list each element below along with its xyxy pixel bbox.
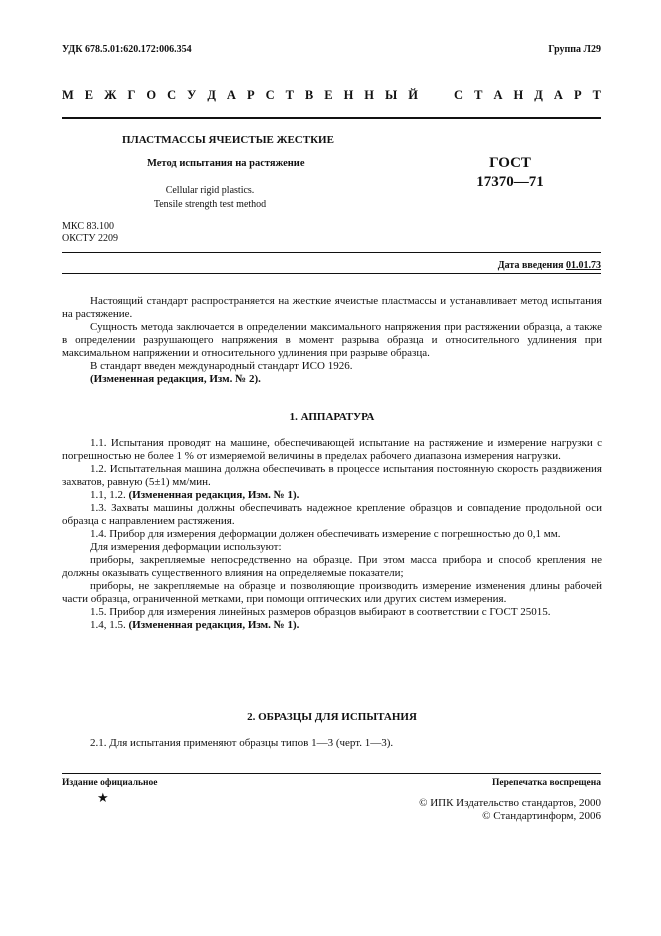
amendment-note: (Измененная редакция, Изм. № 1). <box>128 489 300 501</box>
copyright-line: © ИПК Издательство стандартов, 2000 <box>419 797 601 809</box>
group-code: Группа Л29 <box>548 44 601 55</box>
clause-1-1: 1.1. Испытания проводят на машине, обеспечивающей испытание на растяжение и измерение нагрузки с погрешностью не более 1 % от измеряемой величины в пределах рабочего диапазона измерения нагрузки. <box>62 437 602 462</box>
clause-1-1-1-2-amendment <box>62 489 602 502</box>
english-title-line2: Tensile strength test method <box>153 199 267 210</box>
spaced-letter: Н <box>343 88 354 102</box>
clause-2-1: 2.1. Для испытания применяют образцы типов 1—3 (черт. 1—3). <box>90 737 394 749</box>
spaced-letter: М <box>62 88 74 102</box>
spaced-letter: Р <box>246 88 255 102</box>
clause-1-4-1-5-amendment <box>62 619 602 632</box>
clause-1-2: 1.2. Испытательная машина должна обеспечивать в процессе испытания постоянную скорость раздвижения захватов, равную (5±1) мм/мин. <box>62 463 602 488</box>
spaced-letter: А <box>226 88 236 102</box>
spaced-letter: Д <box>534 88 543 102</box>
official-edition: Издание официальное <box>62 778 158 788</box>
udk-code: УДК 678.5.01:620.172:006.354 <box>62 44 192 55</box>
clause-1-3: 1.3. Захваты машины должны обеспечивать надежное крепление образцов и совпадение продольной оси образца с направлением растяжения. <box>62 502 602 527</box>
clause-ref: 1.1, 1.2. <box>90 489 129 501</box>
reprint-notice: Перепечатка воспрещена <box>491 778 601 788</box>
spaced-letter: Р <box>573 88 582 102</box>
section-1-heading: 1. АППАРАТУРА <box>289 411 375 423</box>
standard-type-word1 <box>62 88 418 103</box>
intro-text <box>62 295 602 386</box>
classification-codes <box>62 221 118 245</box>
spaced-letter: Т <box>592 88 601 102</box>
spaced-letter: В <box>304 88 314 102</box>
spaced-letter: А <box>493 88 503 102</box>
gost-designation <box>470 154 550 192</box>
spaced-letter: Ы <box>385 88 398 102</box>
intro-divider <box>62 273 601 274</box>
gost-number: 17370—71 <box>476 174 544 190</box>
spaced-letter: О <box>146 88 157 102</box>
section-2-text <box>62 737 602 750</box>
spaced-letter: Д <box>207 88 216 102</box>
mks-code: МКС 83.100 <box>62 221 114 232</box>
footer-divider <box>62 773 601 774</box>
english-title <box>130 184 290 212</box>
spaced-letter: Г <box>127 88 136 102</box>
amendment-note: (Измененная редакция, Изм. № 2). <box>90 373 261 385</box>
spaced-letter: Т <box>285 88 294 102</box>
intro-paragraph: В стандарт введен международный стандарт ИСО 1926. <box>90 360 353 372</box>
date-divider <box>62 252 601 253</box>
section-1-text <box>62 437 602 632</box>
spaced-letter: У <box>187 88 197 102</box>
document-method: Метод испытания на растяжение <box>147 158 305 169</box>
document-title: ПЛАСТМАССЫ ЯЧЕИСТЫЕ ЖЕСТКИЕ <box>122 134 334 146</box>
spaced-letter: Ж <box>104 88 117 102</box>
clause-1-4: 1.4. Прибор для измерения деформации должен обеспечивать измерение с погрешностью до 0,1 мм. <box>90 528 561 540</box>
spaced-letter: Н <box>364 88 375 102</box>
introduction-date <box>498 260 601 271</box>
introduction-date-value: 01.01.73 <box>566 260 601 271</box>
spaced-letter: С <box>265 88 275 102</box>
spaced-letter: А <box>553 88 563 102</box>
standard-type-heading <box>62 88 601 103</box>
clause-ref: 1.4, 1.5. <box>90 619 129 631</box>
standard-type-word2 <box>454 88 601 103</box>
copyright-line: © Стандартинформ, 2006 <box>482 810 601 822</box>
amendment-note: (Измененная редакция, Изм. № 1). <box>128 619 300 631</box>
spaced-letter: Е <box>324 88 333 102</box>
section-2-heading: 2. ОБРАЗЦЫ ДЛЯ ИСПЫТАНИЯ <box>247 711 417 723</box>
spaced-letter: Е <box>84 88 94 102</box>
introduction-date-label: Дата введения <box>497 260 566 271</box>
spaced-letter: Н <box>513 88 524 102</box>
spaced-letter: Т <box>474 88 483 102</box>
intro-paragraph: Настоящий стандарт распространяется на жесткие ячеистые пластмассы и устанавливает метод испытания на растяжение. <box>62 295 602 320</box>
star-icon: ★ <box>97 790 109 805</box>
clause-1-5: 1.5. Прибор для измерения линейных размеров образцов выбирают в соответствии с ГОСТ 25015. <box>90 606 551 618</box>
spaced-letter: Й <box>408 88 418 102</box>
copyright-block <box>419 797 601 823</box>
gost-label: ГОСТ <box>489 155 531 171</box>
clause-1-4-intro: Для измерения деформации используют: <box>90 541 282 553</box>
top-divider <box>62 117 601 119</box>
intro-paragraph: Сущность метода заключается в определении максимального напряжения при растяжении образца, а также в определении разрушающего напряжения в момент разрыва образца и относительного удлинения при максимальном напряжении и относительного удлинения при разрыве образца. <box>62 321 602 359</box>
okstu-code: ОКСТУ 2209 <box>62 233 119 244</box>
spaced-letter: С <box>454 88 464 102</box>
clause-1-4-item: приборы, не закрепляемые на образце и позволяющие производить измерение изменения длины рабочей части образца, ограниченной метками, при помощи оптических или других систем измерения. <box>62 580 602 605</box>
english-title-line1: Cellular rigid plastics. <box>165 185 255 196</box>
spaced-letter: С <box>167 88 177 102</box>
clause-1-4-item: приборы, закрепляемые непосредственно на образце. При этом масса прибора и способ крепления не должны оказывать существенного влияния на определяемые показатели; <box>62 554 602 579</box>
